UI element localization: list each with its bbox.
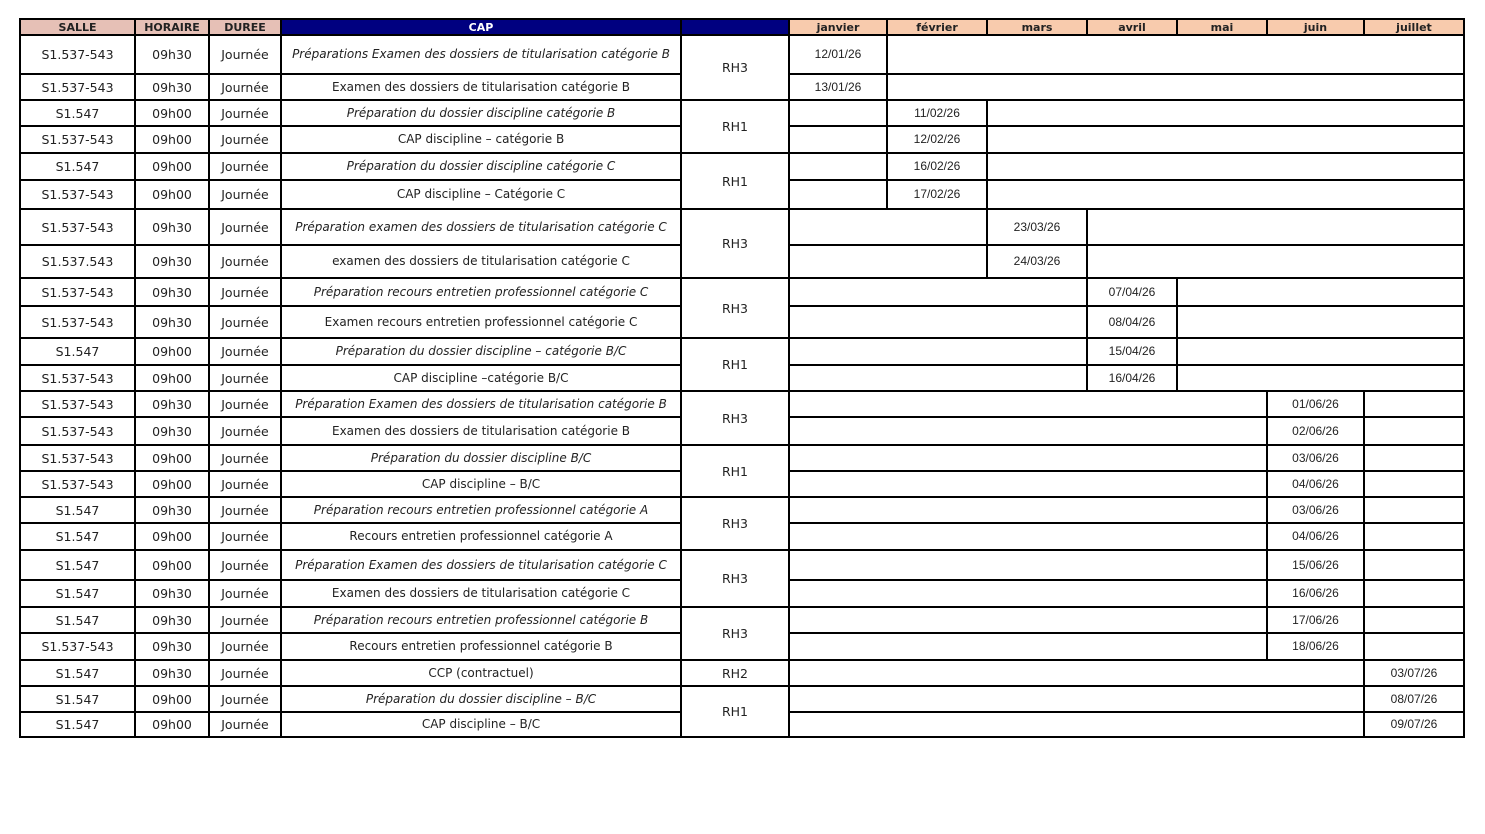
- header-month-avril: avril: [1087, 19, 1177, 35]
- cap-cell: Préparation recours entretien professionnel catégorie A: [281, 497, 681, 523]
- empty-months-after: [1364, 471, 1464, 497]
- rh-cell: RH3: [681, 497, 789, 550]
- duree-cell: Journée: [209, 126, 281, 153]
- date-cell-juillet: 03/07/26: [1364, 660, 1464, 686]
- cap-cell: Recours entretien professionnel catégorie A: [281, 523, 681, 550]
- salle-cell: S1.547: [20, 660, 135, 686]
- empty-months-before: [789, 153, 887, 180]
- table-row: [20, 35, 1464, 74]
- cap-cell: Préparation Examen des dossiers de titularisation catégorie B: [281, 391, 681, 417]
- empty-months-before: [789, 686, 1364, 712]
- cap-cell: Préparation du dossier discipline – B/C: [281, 686, 681, 712]
- date-cell-juin: 04/06/26: [1267, 523, 1364, 550]
- cap-cell: Préparation Examen des dossiers de titularisation catégorie C: [281, 550, 681, 580]
- cap-cell: CAP discipline – B/C: [281, 712, 681, 737]
- date-cell-février: 11/02/26: [887, 100, 987, 126]
- table-row: [20, 686, 1464, 712]
- empty-months-before: [789, 306, 1087, 338]
- salle-cell: S1.537-543: [20, 180, 135, 209]
- horaire-cell: 09h00: [135, 100, 209, 126]
- rh-cell: RH3: [681, 607, 789, 660]
- duree-cell: Journée: [209, 523, 281, 550]
- duree-cell: Journée: [209, 660, 281, 686]
- cap-cell: Préparation du dossier discipline – catégorie B/C: [281, 338, 681, 365]
- salle-cell: S1.547: [20, 153, 135, 180]
- header-salle: SALLE: [20, 19, 135, 35]
- date-cell-janvier: 12/01/26: [789, 35, 887, 74]
- header-cap: CAP: [281, 19, 681, 35]
- header-month-janvier: janvier: [789, 19, 887, 35]
- duree-cell: Journée: [209, 153, 281, 180]
- salle-cell: S1.537-543: [20, 633, 135, 660]
- salle-cell: S1.537-543: [20, 391, 135, 417]
- empty-months-after: [1364, 445, 1464, 471]
- horaire-cell: 09h00: [135, 550, 209, 580]
- empty-months-before: [789, 633, 1267, 660]
- date-cell-juin: 03/06/26: [1267, 445, 1364, 471]
- rh-cell: RH1: [681, 153, 789, 209]
- date-cell-juin: 16/06/26: [1267, 580, 1364, 607]
- empty-months-after: [1177, 338, 1464, 365]
- salle-cell: S1.537-543: [20, 74, 135, 100]
- date-cell-juillet: 09/07/26: [1364, 712, 1464, 737]
- date-cell-juin: 04/06/26: [1267, 471, 1364, 497]
- header-row: [20, 19, 1464, 35]
- duree-cell: Journée: [209, 245, 281, 278]
- horaire-cell: 09h00: [135, 180, 209, 209]
- duree-cell: Journée: [209, 445, 281, 471]
- table-row: [20, 391, 1464, 417]
- cap-cell: Préparations Examen des dossiers de titularisation catégorie B: [281, 35, 681, 74]
- horaire-cell: 09h30: [135, 607, 209, 633]
- empty-months-before: [789, 278, 1087, 306]
- date-cell-février: 16/02/26: [887, 153, 987, 180]
- cap-cell: CCP (contractuel): [281, 660, 681, 686]
- empty-months-before: [789, 126, 887, 153]
- cap-cell: examen des dossiers de titularisation catégorie C: [281, 245, 681, 278]
- empty-months-after: [987, 100, 1464, 126]
- horaire-cell: 09h30: [135, 391, 209, 417]
- table-row: [20, 153, 1464, 180]
- empty-months-before: [789, 607, 1267, 633]
- date-cell-juin: 15/06/26: [1267, 550, 1364, 580]
- empty-months-before: [789, 523, 1267, 550]
- cap-cell: Préparation examen des dossiers de titularisation catégorie C: [281, 209, 681, 245]
- horaire-cell: 09h30: [135, 580, 209, 607]
- rh-cell: RH2: [681, 660, 789, 686]
- date-cell-avril: 07/04/26: [1087, 278, 1177, 306]
- date-cell-mars: 23/03/26: [987, 209, 1087, 245]
- date-cell-avril: 08/04/26: [1087, 306, 1177, 338]
- duree-cell: Journée: [209, 35, 281, 74]
- duree-cell: Journée: [209, 338, 281, 365]
- empty-months-after: [887, 35, 1464, 74]
- duree-cell: Journée: [209, 391, 281, 417]
- table-row: [20, 445, 1464, 471]
- salle-cell: S1.537-543: [20, 306, 135, 338]
- date-cell-juin: 02/06/26: [1267, 417, 1364, 445]
- table-row: [20, 607, 1464, 633]
- empty-months-before: [789, 338, 1087, 365]
- header-horaire: HORAIRE: [135, 19, 209, 35]
- date-cell-février: 12/02/26: [887, 126, 987, 153]
- horaire-cell: 09h30: [135, 278, 209, 306]
- empty-months-before: [789, 580, 1267, 607]
- empty-months-after: [1364, 633, 1464, 660]
- cap-cell: Examen des dossiers de titularisation catégorie B: [281, 74, 681, 100]
- header-month-mai: mai: [1177, 19, 1267, 35]
- salle-cell: S1.547: [20, 523, 135, 550]
- empty-months-before: [789, 471, 1267, 497]
- cap-cell: Préparation recours entretien professionnel catégorie C: [281, 278, 681, 306]
- date-cell-juin: 03/06/26: [1267, 497, 1364, 523]
- empty-months-after: [987, 180, 1464, 209]
- horaire-cell: 09h00: [135, 445, 209, 471]
- empty-months-after: [1177, 365, 1464, 391]
- duree-cell: Journée: [209, 471, 281, 497]
- rh-cell: RH3: [681, 391, 789, 445]
- salle-cell: S1.537-543: [20, 278, 135, 306]
- duree-cell: Journée: [209, 580, 281, 607]
- empty-months-after: [1087, 209, 1464, 245]
- empty-months-after: [1364, 550, 1464, 580]
- cap-cell: Recours entretien professionnel catégorie B: [281, 633, 681, 660]
- duree-cell: Journée: [209, 306, 281, 338]
- date-cell-mars: 24/03/26: [987, 245, 1087, 278]
- horaire-cell: 09h30: [135, 35, 209, 74]
- horaire-cell: 09h30: [135, 497, 209, 523]
- empty-months-before: [789, 209, 987, 245]
- duree-cell: Journée: [209, 278, 281, 306]
- horaire-cell: 09h30: [135, 633, 209, 660]
- empty-months-after: [1364, 417, 1464, 445]
- rh-cell: RH3: [681, 209, 789, 278]
- duree-cell: Journée: [209, 633, 281, 660]
- rh-cell: RH3: [681, 550, 789, 607]
- rh-cell: RH1: [681, 445, 789, 497]
- date-cell-avril: 15/04/26: [1087, 338, 1177, 365]
- salle-cell: S1.537-543: [20, 417, 135, 445]
- horaire-cell: 09h00: [135, 126, 209, 153]
- salle-cell: S1.537-543: [20, 35, 135, 74]
- salle-cell: S1.547: [20, 550, 135, 580]
- empty-months-before: [789, 660, 1364, 686]
- empty-months-after: [987, 126, 1464, 153]
- header-month-fevrier: février: [887, 19, 987, 35]
- rh-cell: RH1: [681, 100, 789, 153]
- header-duree: DUREE: [209, 19, 281, 35]
- empty-months-before: [789, 417, 1267, 445]
- duree-cell: Journée: [209, 417, 281, 445]
- duree-cell: Journée: [209, 497, 281, 523]
- cap-cell: Préparation du dossier discipline B/C: [281, 445, 681, 471]
- cap-cell: Préparation du dossier discipline catégorie B: [281, 100, 681, 126]
- table-row: [20, 338, 1464, 365]
- empty-months-before: [789, 391, 1267, 417]
- empty-months-after: [1364, 580, 1464, 607]
- table-row: [20, 100, 1464, 126]
- empty-months-after: [1177, 278, 1464, 306]
- empty-months-after: [1364, 607, 1464, 633]
- horaire-cell: 09h30: [135, 306, 209, 338]
- cap-cell: Examen des dossiers de titularisation catégorie C: [281, 580, 681, 607]
- salle-cell: S1.537-543: [20, 445, 135, 471]
- cap-cell: CAP discipline – B/C: [281, 471, 681, 497]
- empty-months-after: [1364, 497, 1464, 523]
- cap-cell: CAP discipline – catégorie B: [281, 126, 681, 153]
- date-cell-avril: 16/04/26: [1087, 365, 1177, 391]
- empty-months-before: [789, 365, 1087, 391]
- rh-cell: RH3: [681, 278, 789, 338]
- date-cell-juillet: 08/07/26: [1364, 686, 1464, 712]
- horaire-cell: 09h00: [135, 153, 209, 180]
- horaire-cell: 09h30: [135, 417, 209, 445]
- horaire-cell: 09h00: [135, 686, 209, 712]
- salle-cell: S1.537-543: [20, 209, 135, 245]
- salle-cell: S1.537-543: [20, 471, 135, 497]
- cap-cell: CAP discipline – Catégorie C: [281, 180, 681, 209]
- cap-cell: Préparation du dossier discipline catégorie C: [281, 153, 681, 180]
- table-row: [20, 278, 1464, 306]
- empty-months-before: [789, 100, 887, 126]
- header-month-juillet: juillet: [1364, 19, 1464, 35]
- header-rh: [681, 19, 789, 35]
- table-row: [20, 660, 1464, 686]
- salle-cell: S1.537.543: [20, 245, 135, 278]
- empty-months-after: [987, 153, 1464, 180]
- salle-cell: S1.547: [20, 580, 135, 607]
- duree-cell: Journée: [209, 209, 281, 245]
- empty-months-after: [887, 74, 1464, 100]
- duree-cell: Journée: [209, 100, 281, 126]
- cap-cell: Préparation recours entretien professionnel catégorie B: [281, 607, 681, 633]
- empty-months-before: [789, 550, 1267, 580]
- salle-cell: S1.547: [20, 712, 135, 737]
- salle-cell: S1.547: [20, 686, 135, 712]
- salle-cell: S1.547: [20, 497, 135, 523]
- salle-cell: S1.537-543: [20, 126, 135, 153]
- empty-months-before: [789, 180, 887, 209]
- empty-months-after: [1364, 523, 1464, 550]
- empty-months-before: [789, 497, 1267, 523]
- horaire-cell: 09h30: [135, 245, 209, 278]
- header-month-mars: mars: [987, 19, 1087, 35]
- horaire-cell: 09h30: [135, 209, 209, 245]
- horaire-cell: 09h00: [135, 365, 209, 391]
- horaire-cell: 09h00: [135, 471, 209, 497]
- duree-cell: Journée: [209, 365, 281, 391]
- salle-cell: S1.547: [20, 607, 135, 633]
- salle-cell: S1.537-543: [20, 365, 135, 391]
- empty-months-before: [789, 445, 1267, 471]
- cap-cell: CAP discipline –catégorie B/C: [281, 365, 681, 391]
- date-cell-février: 17/02/26: [887, 180, 987, 209]
- cap-schedule-table: [19, 18, 1465, 738]
- duree-cell: Journée: [209, 607, 281, 633]
- horaire-cell: 09h00: [135, 523, 209, 550]
- date-cell-juin: 18/06/26: [1267, 633, 1364, 660]
- header-month-juin: juin: [1267, 19, 1364, 35]
- date-cell-janvier: 13/01/26: [789, 74, 887, 100]
- date-cell-juin: 01/06/26: [1267, 391, 1364, 417]
- empty-months-after: [1364, 391, 1464, 417]
- rh-cell: RH1: [681, 686, 789, 737]
- cap-cell: Examen recours entretien professionnel catégorie C: [281, 306, 681, 338]
- duree-cell: Journée: [209, 74, 281, 100]
- duree-cell: Journée: [209, 686, 281, 712]
- horaire-cell: 09h30: [135, 660, 209, 686]
- horaire-cell: 09h00: [135, 712, 209, 737]
- table-row: [20, 497, 1464, 523]
- table-row: [20, 209, 1464, 245]
- horaire-cell: 09h00: [135, 338, 209, 365]
- table-row: [20, 550, 1464, 580]
- date-cell-juin: 17/06/26: [1267, 607, 1364, 633]
- rh-cell: RH1: [681, 338, 789, 391]
- salle-cell: S1.547: [20, 338, 135, 365]
- empty-months-after: [1177, 306, 1464, 338]
- duree-cell: Journée: [209, 712, 281, 737]
- rh-cell: RH3: [681, 35, 789, 100]
- duree-cell: Journée: [209, 180, 281, 209]
- empty-months-before: [789, 245, 987, 278]
- schedule-body: [20, 35, 1464, 737]
- empty-months-before: [789, 712, 1364, 737]
- horaire-cell: 09h30: [135, 74, 209, 100]
- duree-cell: Journée: [209, 550, 281, 580]
- salle-cell: S1.547: [20, 100, 135, 126]
- empty-months-after: [1087, 245, 1464, 278]
- cap-cell: Examen des dossiers de titularisation catégorie B: [281, 417, 681, 445]
